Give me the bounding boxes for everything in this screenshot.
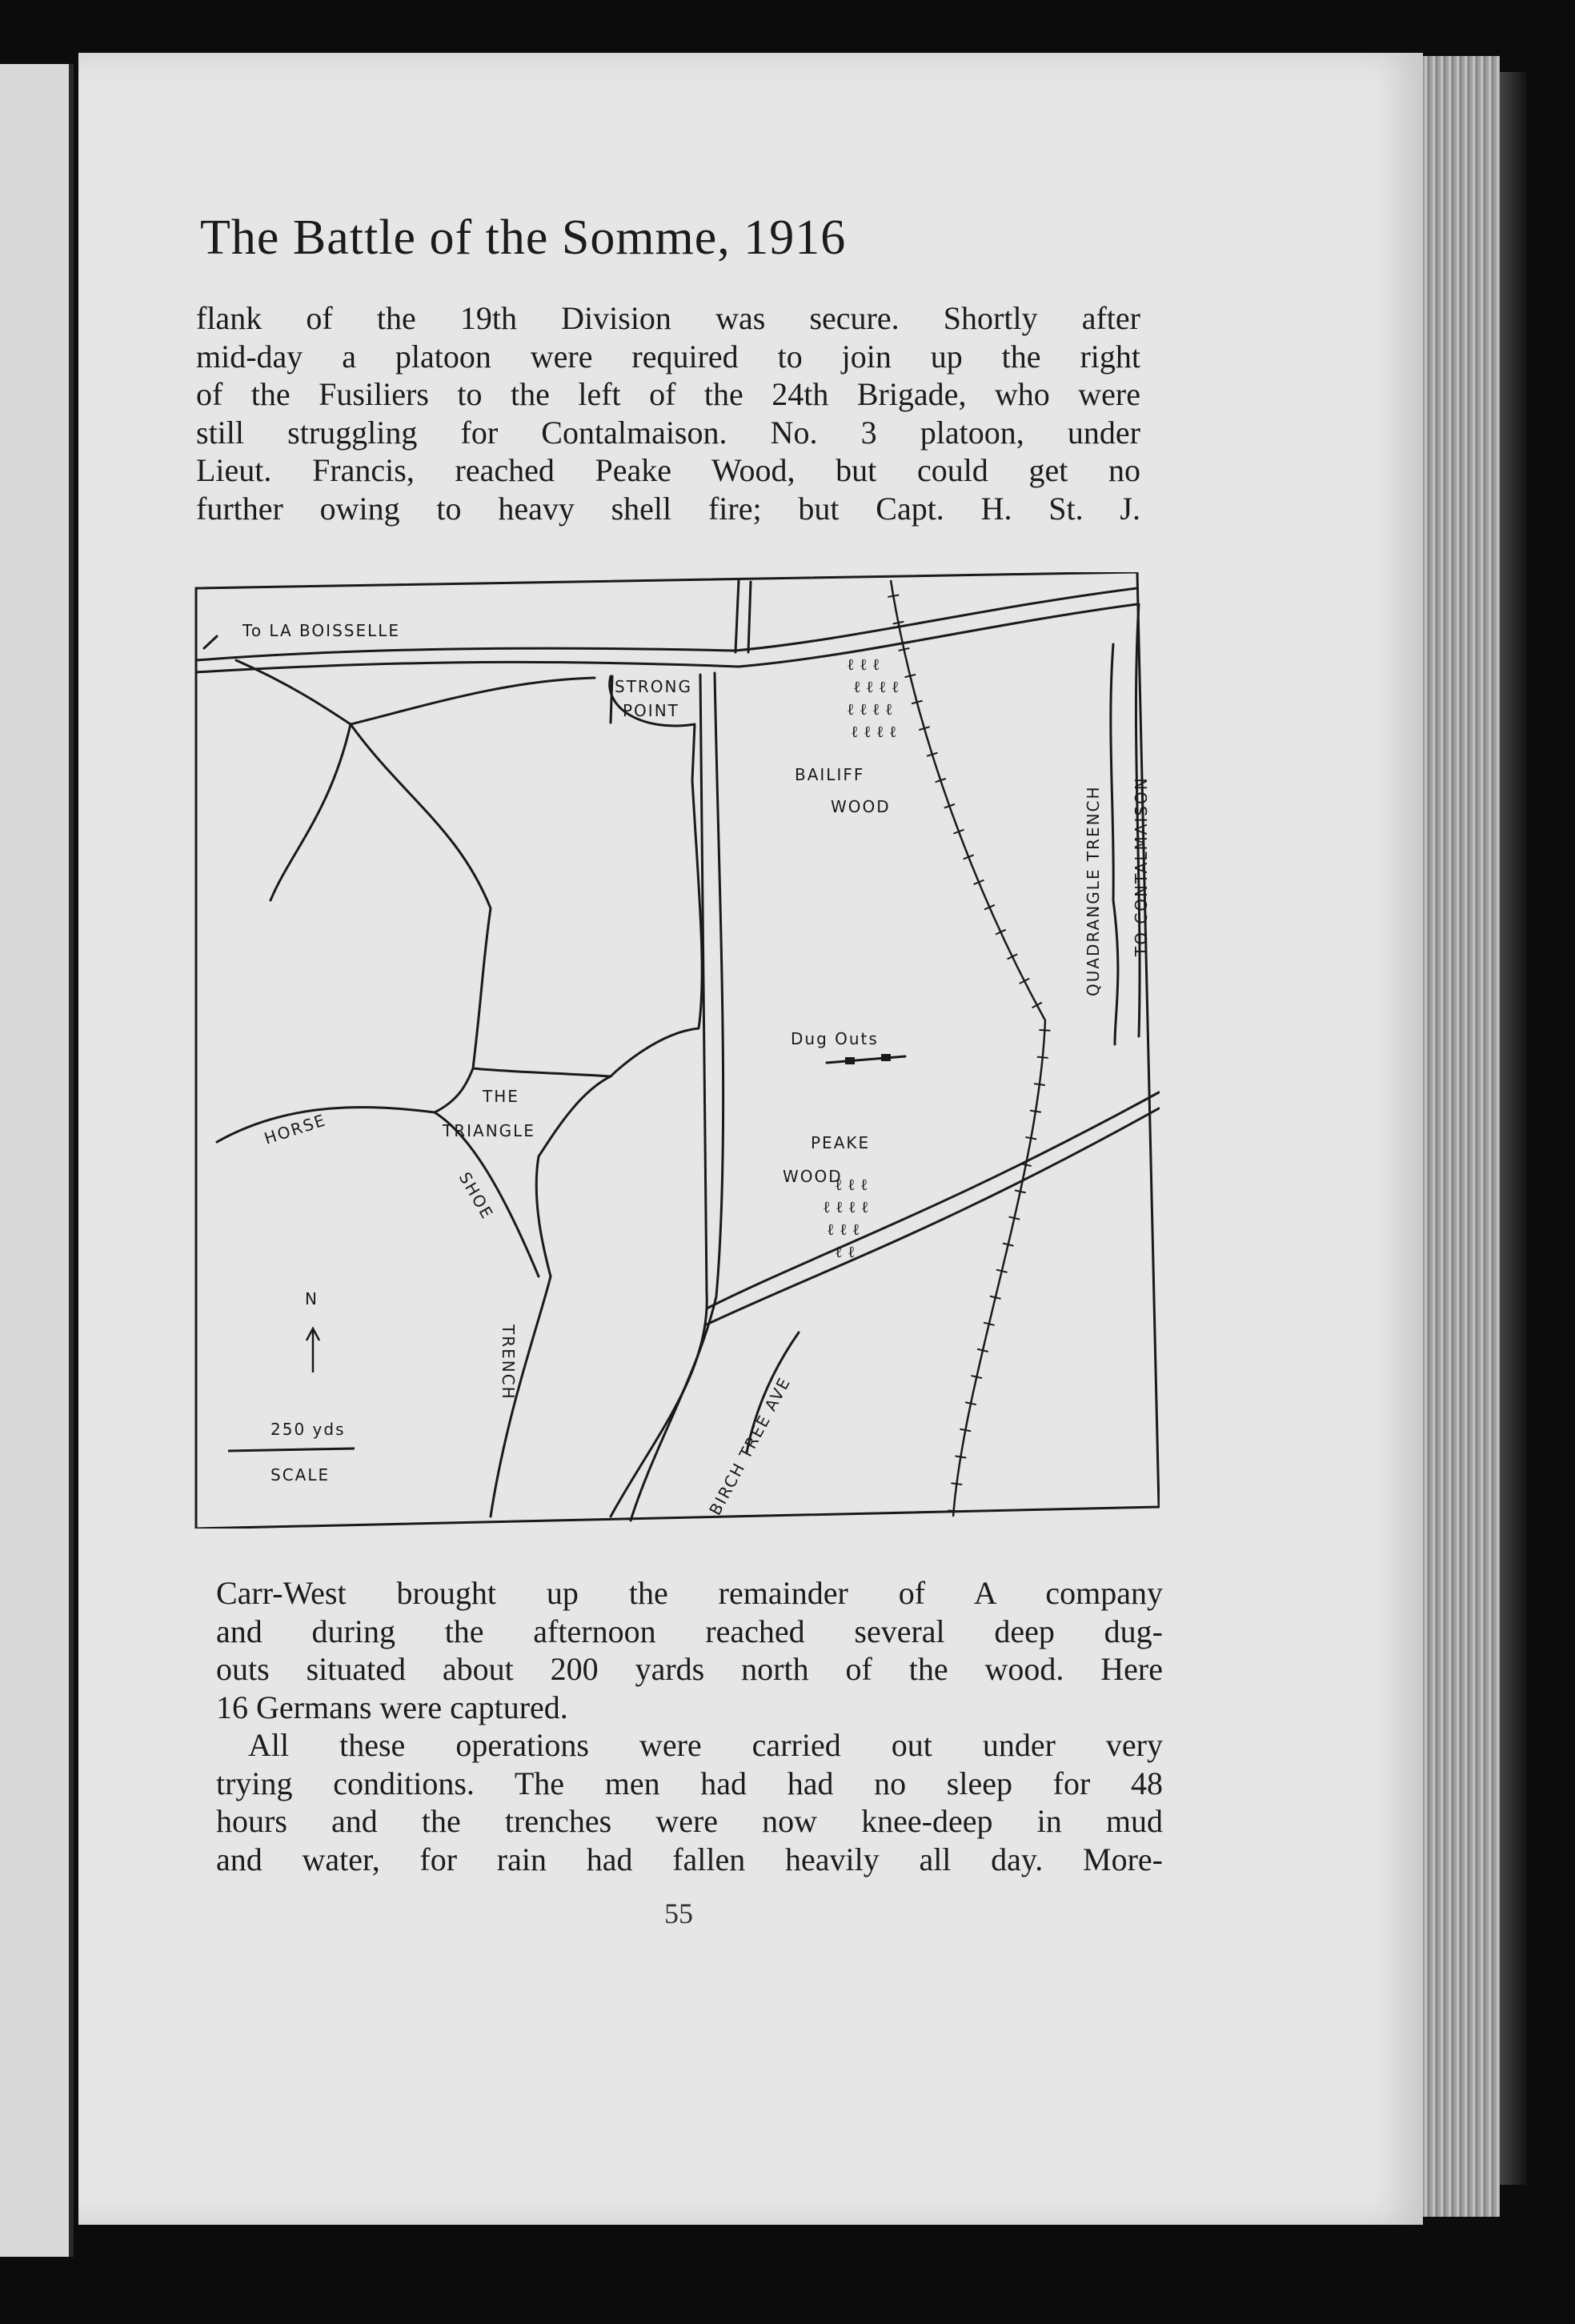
trench-east-link xyxy=(611,780,702,1076)
railway-tick xyxy=(951,1483,962,1485)
dug-out-marker xyxy=(881,1054,891,1061)
text-line: of the Fusiliers to the left of the 24th Brigade, who were xyxy=(196,376,1140,412)
railway-tick xyxy=(888,595,899,597)
railway-tick xyxy=(960,1429,971,1432)
railway-tick xyxy=(948,1510,960,1511)
page-number: 55 xyxy=(664,1897,693,1929)
railway-line xyxy=(891,580,1045,1517)
text-line: still struggling for Contalmaison. No. 3 platoon, under xyxy=(196,414,1140,451)
strong-point-box xyxy=(611,676,612,723)
railway-tick xyxy=(1039,1030,1050,1031)
label-birch-tree-ave: BIRCH TREE AVE xyxy=(705,1373,795,1519)
label-horse-shoe: HORSE xyxy=(262,1110,329,1148)
sketch-map-figure xyxy=(194,572,1160,1529)
paragraph-bottom xyxy=(216,1574,1163,1878)
svg-text:ℓ ℓ ℓ: ℓ ℓ ℓ xyxy=(835,1175,868,1194)
label-strong-point: STRONG xyxy=(615,677,693,696)
scale-bar xyxy=(228,1448,355,1451)
page-block-edges xyxy=(1423,56,1500,2217)
railway-tick xyxy=(1030,1111,1041,1112)
svg-text:ℓ ℓ ℓ ℓ: ℓ ℓ ℓ ℓ xyxy=(851,722,897,741)
svg-text:ℓ ℓ ℓ: ℓ ℓ ℓ xyxy=(847,655,880,674)
svg-text:ℓ ℓ: ℓ ℓ xyxy=(835,1242,856,1261)
label-peake-wood: PEAKE xyxy=(811,1133,871,1152)
trench-north xyxy=(236,660,595,724)
dug-outs-line xyxy=(827,1056,905,1063)
facing-page-edge xyxy=(0,64,74,2257)
trench-west xyxy=(271,724,351,900)
railway-tick xyxy=(893,622,904,624)
svg-text:ℓ ℓ ℓ ℓ: ℓ ℓ ℓ ℓ xyxy=(823,1197,869,1216)
text-line: outs situated about 200 yards north of the wood. Here xyxy=(216,1651,1163,1687)
text-line: Carr-West brought up the remainder of A company xyxy=(216,1575,1163,1611)
railway-tick xyxy=(1037,1057,1048,1058)
road-peake-wood-edge xyxy=(707,1108,1159,1324)
svg-text:ℓ ℓ ℓ ℓ: ℓ ℓ ℓ ℓ xyxy=(847,699,893,719)
label-trench: TRENCH xyxy=(499,1324,518,1400)
label-bailiff-wood: BAILIFF xyxy=(795,765,865,784)
paragraph-top xyxy=(196,299,1140,527)
label-to-la-boisselle: To LA BOISSELLE xyxy=(242,621,401,640)
book-spine-shadow xyxy=(1500,72,1527,2185)
arrow-la-boisselle xyxy=(204,636,217,648)
railway-tick xyxy=(1025,1137,1036,1140)
railway-tick xyxy=(955,1456,966,1457)
text-line: and during the afternoon reached several deep dug- xyxy=(216,1613,1163,1649)
text-line: 16 Germans were captured. xyxy=(216,1689,568,1725)
road-south-edge xyxy=(631,673,723,1521)
label-bailiff-wood: WOOD xyxy=(831,797,891,816)
label-the-triangle: THE xyxy=(483,1087,519,1106)
sketch-map xyxy=(194,572,1160,1529)
peake-wood-trees xyxy=(823,1175,868,1261)
railway-ticks xyxy=(888,595,1050,1512)
text-line: All these operations were carried out under very xyxy=(248,1727,1163,1763)
text-line: trying conditions. The men had had no sleep for 48 xyxy=(216,1765,1163,1801)
label-quadrangle-trench: QUADRANGLE TRENCH xyxy=(1084,785,1103,996)
text-line: hours and the trenches were now knee-deep in mud xyxy=(216,1803,1163,1839)
road-peake-wood xyxy=(707,1092,1159,1308)
text-line: Lieut. Francis, reached Peake Wood, but could get no xyxy=(196,452,1140,488)
railway-tick xyxy=(1034,1084,1045,1085)
text-line: and water, for rain had fallen heavily all day. More- xyxy=(216,1841,1163,1877)
running-head: The Battle of the Somme, 1916 xyxy=(200,210,847,265)
label-to-contalmaison: TO CONTALMAISON xyxy=(1132,776,1151,956)
svg-text:ℓ ℓ ℓ ℓ: ℓ ℓ ℓ ℓ xyxy=(853,677,900,696)
railway-tick xyxy=(965,1402,976,1404)
label-scale-distance: 250 yds xyxy=(271,1420,346,1439)
bailiff-wood-trees xyxy=(847,655,899,741)
road-north-branch xyxy=(735,580,739,652)
text-line: further owing to heavy shell fire; but Capt. H. St. J. xyxy=(196,490,1140,527)
label-north: N xyxy=(305,1289,319,1308)
label-the-triangle: TRIANGLE xyxy=(443,1121,535,1140)
label-horse-shoe: SHOE xyxy=(455,1168,498,1224)
label-dug-outs: Dug Outs xyxy=(791,1029,879,1048)
text-line: mid-day a platoon were required to join up the right xyxy=(196,338,1140,375)
svg-text:ℓ ℓ ℓ: ℓ ℓ ℓ xyxy=(827,1220,860,1239)
dug-out-marker xyxy=(845,1057,855,1064)
label-strong-point: POINT xyxy=(623,701,679,720)
trench-central xyxy=(351,724,491,1068)
road-north-branch-edge xyxy=(748,582,751,652)
north-arrow-icon xyxy=(305,1289,319,1372)
triangle-west-side xyxy=(435,1068,473,1112)
label-scale: SCALE xyxy=(271,1465,331,1485)
label-peake-wood: WOOD xyxy=(783,1167,843,1186)
text-line: flank of the 19th Division was secure. Shortly after xyxy=(196,300,1140,336)
quadrangle-trench xyxy=(1111,644,1118,1044)
